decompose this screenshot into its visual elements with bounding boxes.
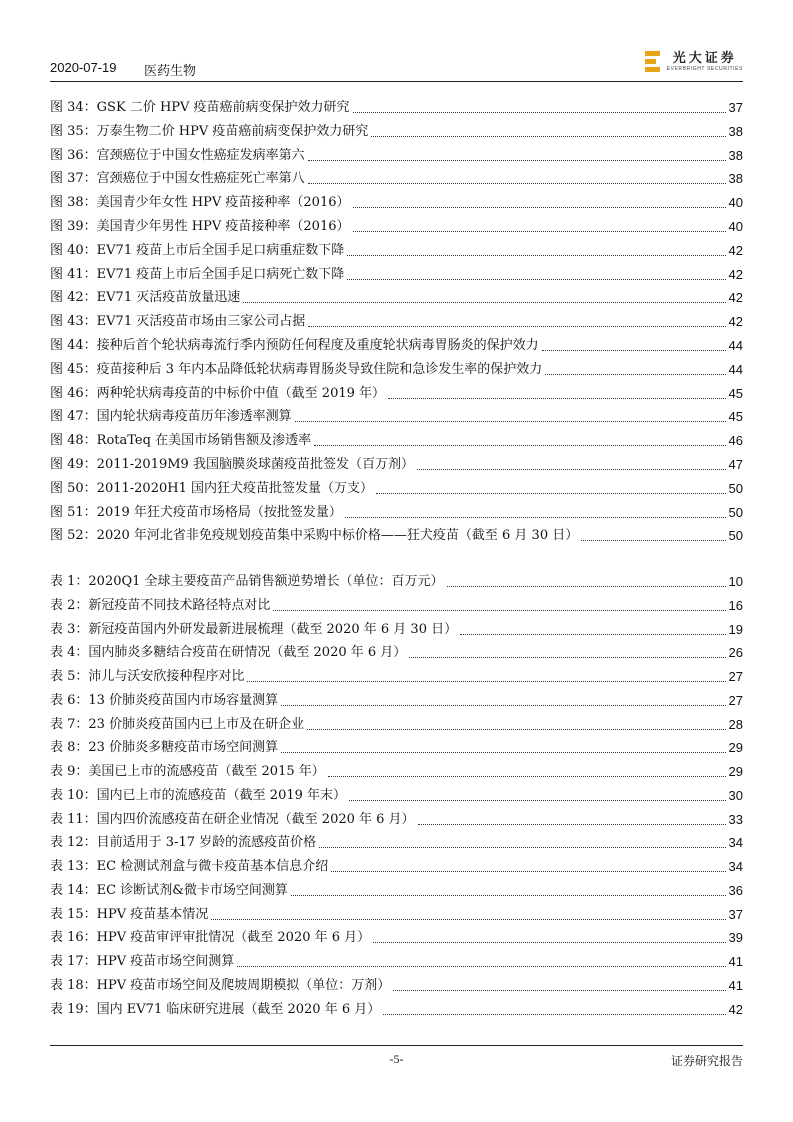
toc-entry-page: 38: [728, 147, 743, 163]
table-entry[interactable]: [50, 665, 743, 685]
toc-entry-page: 16: [728, 597, 743, 613]
toc-entry-page: 30: [728, 787, 743, 803]
figure-entry[interactable]: [50, 96, 743, 116]
table-entry[interactable]: [50, 974, 743, 994]
toc-entry-title: 表 6：13 价肺炎疫苗国内市场容量测算: [50, 692, 279, 708]
toc-entry-title: 图 47：国内轮状病毒疫苗历年渗透率测算: [50, 409, 292, 425]
figure-entry[interactable]: [50, 477, 743, 497]
dot-leader: [281, 705, 725, 706]
toc-entry-title: 图 39：美国青少年男性 HPV 疫苗接种率（2016）: [50, 219, 350, 234]
dot-leader: [373, 942, 725, 943]
toc-entry-title: 图 36：宫颈癌位于中国女性癌症发病率第六: [50, 147, 305, 163]
figure-entry[interactable]: [50, 120, 743, 140]
toc-entry-title: 图 37：宫颈癌位于中国女性癌症死亡率第八: [50, 171, 305, 187]
dot-leader: [353, 207, 726, 208]
figure-entry[interactable]: [50, 429, 743, 449]
toc-entry-page: 34: [728, 859, 743, 874]
figure-entry[interactable]: [50, 358, 743, 378]
toc-entry-title: 表 4：国内肺炎多糖结合疫苗在研情况（截至 2020 年 6 月）: [50, 645, 407, 661]
table-entry[interactable]: [50, 618, 743, 638]
dot-leader: [417, 469, 726, 470]
dot-leader: [349, 800, 726, 801]
toc-entry-page: 26: [728, 645, 743, 661]
table-entry[interactable]: [50, 570, 743, 590]
dot-leader: [388, 398, 726, 399]
toc-entry-page: 38: [728, 171, 743, 187]
dot-leader: [460, 634, 725, 635]
toc-entry-title: 图 43：EV71 灭活疫苗市场由三家公司占据: [50, 314, 306, 330]
dot-leader: [331, 871, 725, 872]
toc-entry-page: 50: [728, 504, 743, 520]
dot-leader: [328, 776, 726, 777]
table-entry[interactable]: [50, 998, 743, 1018]
toc-entry-page: 37: [728, 100, 743, 115]
toc-entry-page: 19: [728, 621, 743, 637]
figure-entry[interactable]: [50, 310, 743, 330]
toc-entry-title: 表 18：HPV 疫苗市场空间及爬坡周期模拟（单位：万剂）: [50, 977, 391, 993]
toc-entry-title: 图 45：疫苗接种后 3 年内本品降低轮状病毒胃肠炎导致住院和急诊发生率的保护效力: [50, 361, 543, 377]
dot-leader: [308, 326, 725, 327]
page-header: [50, 51, 743, 79]
dot-leader: [347, 255, 725, 256]
table-entry[interactable]: [50, 713, 743, 733]
dot-leader: [418, 824, 726, 825]
toc-entry-title: 图 51：2019 年狂犬疫苗市场格局（按批签发量）: [50, 504, 342, 520]
toc-entry-title: 图 46：两种轮状病毒疫苗的中标价中值（截至 2019 年）: [50, 385, 386, 401]
footer-divider: [50, 1045, 743, 1046]
toc-entry-page: 42: [728, 266, 743, 282]
figure-entry[interactable]: [50, 167, 743, 187]
everbright-logo-icon: [645, 50, 661, 74]
toc-entry-title: 表 11：国内四价流感疫苗在研企业情况（截至 2020 年 6 月）: [50, 811, 415, 827]
toc-entry-page: 46: [728, 433, 743, 449]
dot-leader: [247, 681, 725, 682]
dot-leader: [371, 136, 725, 137]
toc-entry-page: 34: [728, 835, 743, 851]
toc-entry-page: 38: [728, 123, 743, 139]
toc-entry-title: 图 41：EV71 疫苗上市后全国手足口病死亡数下降: [50, 266, 345, 282]
dot-leader: [347, 279, 725, 280]
figure-entry[interactable]: [50, 405, 743, 425]
toc-entry-page: 27: [728, 692, 743, 708]
dot-leader: [447, 586, 726, 587]
dot-leader: [409, 657, 725, 658]
report-category: 医药生物: [144, 64, 197, 79]
everbright-logo: [645, 48, 743, 76]
dot-leader: [542, 350, 726, 351]
dot-leader: [281, 752, 725, 753]
toc-entry-page: 42: [728, 314, 743, 330]
toc-entry-page: 33: [728, 811, 743, 827]
toc-entry-title: 图 52：2020 年河北省非免疫规划疫苗集中采购中标价格——狂犬疫苗（截至 6 月 30 日）: [50, 528, 579, 544]
table-entry[interactable]: [50, 903, 743, 923]
figure-entry[interactable]: [50, 501, 743, 521]
toc-entry-title: 表 19：国内 EV71 临床研究进展（截至 2020 年 6 月）: [50, 1001, 381, 1017]
figure-entry[interactable]: [50, 263, 743, 283]
toc-entry-title: 表 17：HPV 疫苗市场空间测算: [50, 954, 235, 969]
dot-leader: [393, 990, 725, 991]
toc-entry-page: 50: [728, 528, 743, 544]
toc-entry-page: 41: [728, 954, 743, 969]
dot-leader: [581, 540, 725, 541]
toc-entry-page: 40: [728, 219, 743, 234]
dot-leader: [353, 231, 726, 232]
toc-entry-page: 41: [728, 977, 743, 993]
footer-label: 证券研究报告: [670, 1054, 743, 1068]
logo-english-name: EVERBRIGHT SECURITIES: [666, 66, 743, 72]
figure-entry[interactable]: [50, 453, 743, 473]
toc-entry-page: 42: [728, 1001, 743, 1017]
dot-leader: [308, 160, 726, 161]
figure-entry[interactable]: [50, 215, 743, 235]
toc-entry-title: 表 9：美国已上市的流感疫苗（截至 2015 年）: [50, 764, 325, 779]
table-entry[interactable]: [50, 689, 743, 709]
toc-entry-page: 28: [728, 716, 743, 732]
table-entry[interactable]: [50, 736, 743, 756]
table-entry[interactable]: [50, 926, 743, 946]
toc-entry-title: 图 49：2011-2019M9 我国脑膜炎球菌疫苗批签发（百万剂）: [50, 457, 414, 472]
toc-entry-title: 图 38：美国青少年女性 HPV 疫苗接种率（2016）: [50, 195, 350, 211]
table-entry[interactable]: [50, 760, 743, 780]
toc-entry-page: 45: [728, 385, 743, 401]
table-entry[interactable]: [50, 641, 743, 661]
figure-entry[interactable]: [50, 286, 743, 306]
toc-entry-title: 表 3：新冠疫苗国内外研发最新进展梳理（截至 2020 年 6 月 30 日）: [50, 621, 458, 637]
table-entry[interactable]: [50, 831, 743, 851]
dot-leader: [319, 847, 725, 848]
dot-leader: [291, 895, 726, 896]
report-date: 2020-07-19: [50, 60, 117, 75]
toc-entry-page: 40: [728, 195, 743, 211]
toc-entry-page: 42: [728, 290, 743, 306]
toc-entry-title: 表 15：HPV 疫苗基本情况: [50, 906, 209, 922]
toc-entry-page: 10: [728, 574, 743, 589]
toc-entry-title: 表 5：沛儿与沃安欣接种程序对比: [50, 669, 245, 684]
toc-entry-page: 36: [728, 882, 743, 898]
toc-entry-title: 图 44：接种后首个轮状病毒流行季内预防任何程度及重度轮状病毒胃肠炎的保护效力: [50, 338, 539, 353]
table-entry[interactable]: [50, 594, 743, 614]
toc-entry-title: 表 12：目前适用于 3-17 岁龄的流感疫苗价格: [50, 835, 317, 851]
dot-leader: [545, 374, 725, 375]
toc-entry-page: 47: [728, 457, 743, 472]
dot-leader: [383, 1014, 725, 1015]
toc-entry-title: 表 7：23 价肺炎疫苗国内已上市及在研企业: [50, 716, 305, 732]
logo-chinese-name: 光大证券: [672, 51, 737, 66]
figure-entry[interactable]: [50, 191, 743, 211]
toc-entry-page: 50: [728, 480, 743, 496]
toc-entry-title: 图 48：RotaTeq 在美国市场销售额及渗透率: [50, 433, 312, 449]
dot-leader: [211, 919, 725, 920]
dot-leader: [243, 302, 725, 303]
toc-entry-title: 表 16：HPV 疫苗审评审批情况（截至 2020 年 6 月）: [50, 930, 371, 946]
table-entry[interactable]: [50, 808, 743, 828]
figure-entry[interactable]: [50, 382, 743, 402]
table-entry[interactable]: [50, 950, 743, 970]
toc-entry-page: 29: [728, 740, 743, 756]
dot-leader: [273, 610, 725, 611]
toc-entry-page: 37: [728, 906, 743, 922]
toc-entry-page: 39: [728, 930, 743, 946]
dot-leader: [308, 183, 726, 184]
figure-entry[interactable]: [50, 239, 743, 259]
toc-entry-title: 表 13：EC 检测试剂盒与微卡疫苗基本信息介绍: [50, 859, 329, 874]
table-entry[interactable]: [50, 855, 743, 875]
dot-leader: [237, 966, 725, 967]
dot-leader: [295, 421, 726, 422]
table-entry[interactable]: [50, 879, 743, 899]
toc-entry-page: 44: [728, 361, 743, 377]
toc-entry-title: 表 10：国内已上市的流感疫苗（截至 2019 年末）: [50, 787, 347, 803]
dot-leader: [345, 517, 726, 518]
figure-entry[interactable]: [50, 334, 743, 354]
toc-entry-title: 表 2：新冠疫苗不同技术路径特点对比: [50, 597, 271, 613]
toc-entry-page: 29: [728, 764, 743, 779]
header-divider: [50, 81, 743, 82]
toc-entry-title: 表 14：EC 诊断试剂&微卡市场空间测算: [50, 882, 288, 898]
dot-leader: [307, 729, 725, 730]
page-number: -5-: [389, 1052, 404, 1066]
toc-entry-title: 图 34：GSK 二价 HPV 疫苗癌前病变保护效力研究: [50, 100, 350, 115]
toc-entry-title: 图 42：EV71 灭活疫苗放量迅速: [50, 290, 241, 306]
toc-entry-title: 图 50：2011-2020H1 国内狂犬疫苗批签发量（万支）: [50, 480, 373, 496]
toc-entry-page: 44: [728, 338, 743, 353]
dot-leader: [314, 445, 725, 446]
toc-entry-title: 图 40：EV71 疫苗上市后全国手足口病重症数下降: [50, 242, 345, 258]
toc-entry-page: 42: [728, 242, 743, 258]
dot-leader: [376, 493, 726, 494]
toc-entry-page: 27: [728, 669, 743, 684]
figure-entry[interactable]: [50, 524, 743, 544]
dot-leader: [353, 112, 726, 113]
toc-entry-page: 45: [728, 409, 743, 425]
table-entry[interactable]: [50, 784, 743, 804]
toc-entry-title: 表 1：2020Q1 全球主要疫苗产品销售额逆势增长（单位：百万元）: [50, 574, 444, 589]
toc-entry-title: 图 35：万泰生物二价 HPV 疫苗癌前病变保护效力研究: [50, 123, 369, 139]
toc-entry-title: 表 8：23 价肺炎多糖疫苗市场空间测算: [50, 740, 279, 756]
figure-entry[interactable]: [50, 144, 743, 164]
